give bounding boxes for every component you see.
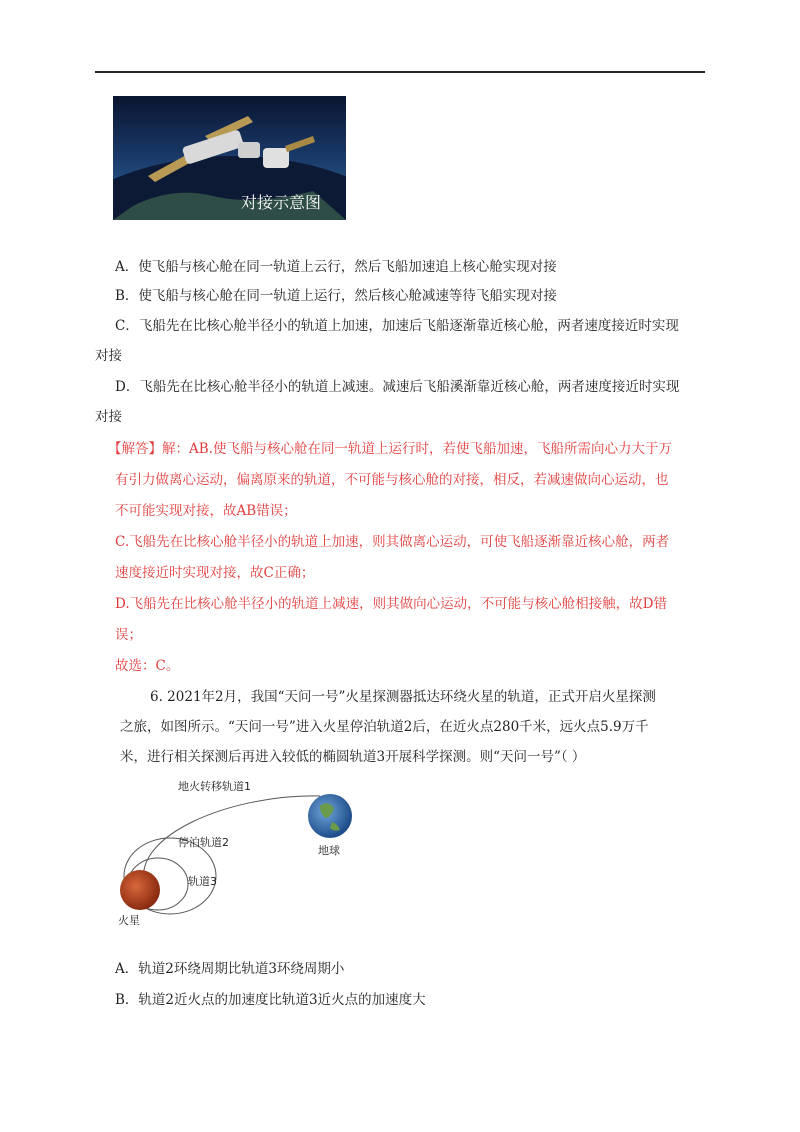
q6-option-a: A．轨道2环绕周期比轨道3环绕周期小 xyxy=(115,961,345,977)
q6-stem-line-3: 米，进行相关探测后再进入较低的椭圆轨道3开展科学探测。则“天问一号”（ ） xyxy=(120,749,586,765)
answer-tag: 【解答】 xyxy=(108,441,162,457)
answer-line-5: 速度接近时实现对接，故C正确； xyxy=(115,565,315,581)
label-mars: 火星 xyxy=(118,914,140,927)
q5-option-d: D．飞船先在比核心舱半径小的轨道上减速。减速后飞船溪渐靠近核心舱，两者速度接近时实现 xyxy=(115,379,680,395)
q5-option-c-cont: 对接 xyxy=(95,348,122,364)
q6-stem-line-2: 之旅，如图所示。“天问一号”进入火星停泊轨道2后，在近火点280千米，远火点5.9万千 xyxy=(120,719,649,735)
q5-option-a: A．使飞船与核心舱在同一轨道上云行，然后飞船加速追上核心舱实现对接 xyxy=(115,259,557,275)
q5-option-b: B．使飞船与核心舱在同一轨道上运行，然后核心舱减速等待飞船实现对接 xyxy=(115,288,557,304)
answer-line-1 xyxy=(108,441,672,457)
docking-caption: 对接示意图 xyxy=(241,193,322,212)
answer-line-4: C.飞船先在比核心舱半径小的轨道上加速，则其做离心运动，可使飞船逐渐靠近核心舱，两者 xyxy=(115,534,670,550)
label-earth: 地球 xyxy=(318,844,340,857)
label-orbit-2: 停泊轨道2 xyxy=(178,836,229,849)
earth-shape xyxy=(308,794,352,838)
transfer-orbit-path xyxy=(143,796,320,886)
q6-stem-line-1: 6. 2021年2月，我国“天问一号”火星探测器抵达环绕火星的轨道，正式开启火星探测 xyxy=(150,689,656,705)
answer-line-2: 有引力做离心运动，偏离原来的轨道，不可能与核心舱的对接，相反，若减速做向心运动，也 xyxy=(115,472,669,488)
header-rule xyxy=(95,71,705,73)
orbit-diagram xyxy=(110,776,380,936)
answer-text: 解：AB.使飞船与核心舱在同一轨道上运行时，若使飞船加速，飞船所需向心力大于万 xyxy=(162,441,672,457)
answer-line-3: 不可能实现对接，故AB错误； xyxy=(115,503,297,519)
answer-line-7: 误； xyxy=(115,627,142,643)
answer-line-6: D.飞船先在比核心舱半径小的轨道上减速，则其做向心运动，不可能与核心舱相接触，故D错 xyxy=(115,596,667,612)
answer-line-8: 故选：C。 xyxy=(115,658,180,674)
docking-illustration xyxy=(113,96,346,220)
q6-option-b: B．轨道2近火点的加速度比轨道3近火点的加速度大 xyxy=(115,992,426,1008)
label-orbit-1: 地火转移轨道1 xyxy=(178,780,251,793)
label-orbit-3: 轨道3 xyxy=(188,875,217,888)
q5-option-d-cont: 对接 xyxy=(95,409,122,425)
q5-option-c: C．飞船先在比核心舱半径小的轨道上加速，加速后飞船逐渐靠近核心舱，两者速度接近时实现 xyxy=(115,318,679,334)
mars-shape xyxy=(120,870,160,910)
